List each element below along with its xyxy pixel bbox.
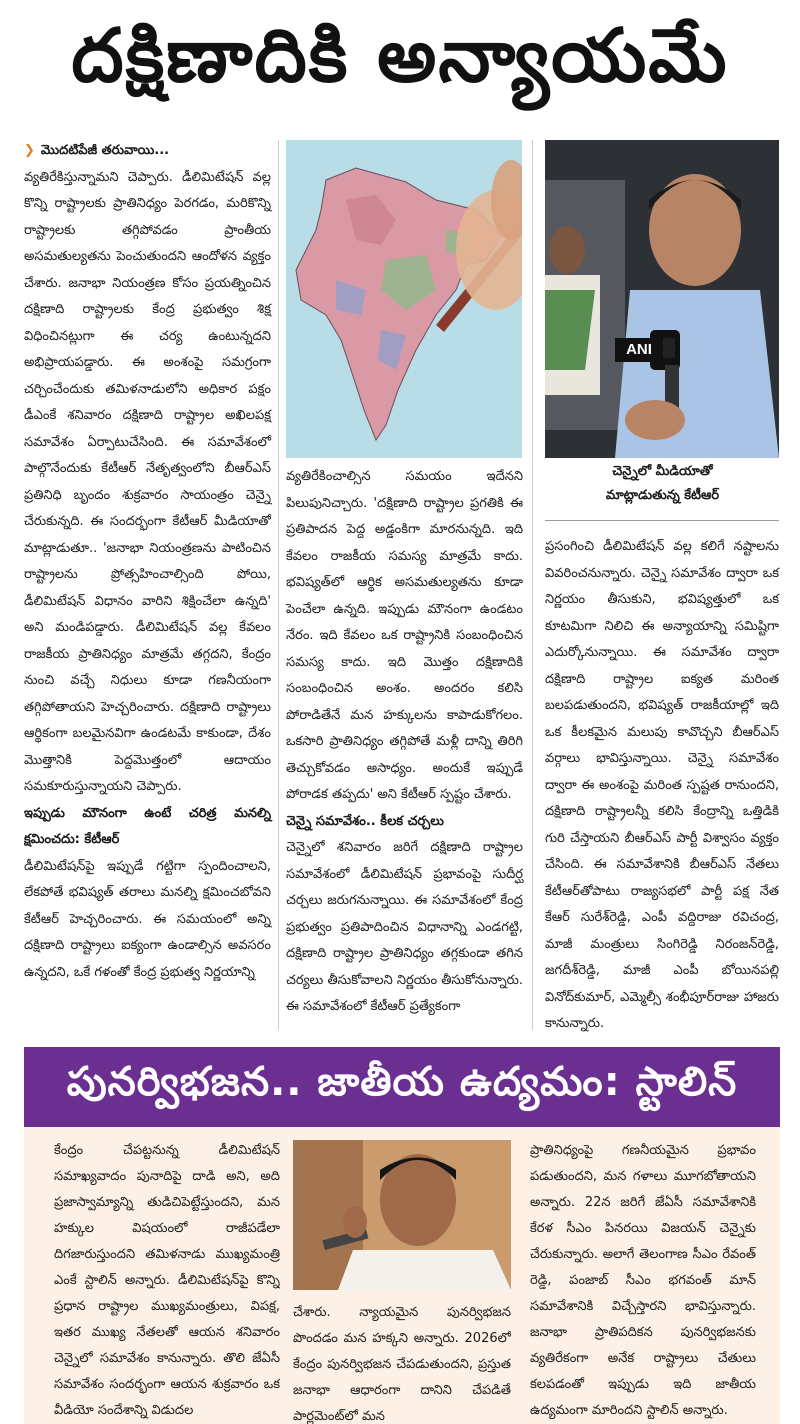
article-body: ప్రసంగించి డీలిమిటేషన్ వల్ల కలిగే నష్టాలను వివరించనున్నారు. చెన్నై సమావేశం ద్వారా ఒక నిర్ణయం తీసుకుని, భవిష్యత్తులో ఒక కూటమిగా నిలిచి ఈ అన్యాయాన్ని సమిష్టిగా ఎదుర్కోనున్నాయి. ఈ సమావేశం ద్వారా దక్షిణాది రాష్ట్రాల ఐక్యత మరింత బలపడుతుందని, భవిష్యత్ రాజకీయాల్లో ఇది ఒక కీలకమైన మలుపు కావొచ్చని బీఆర్ఎస్ వర్గాలు భావిస్తున్నాయి. చెన్నై సమావేశం ద్వారా ఈ అంశంపై మరింత స్పష్టత రానుందని, దక్షిణాది రాష్ట్రాలన్నీ కలిసి కేంద్రాన్ని ఒత్తిడికి గురి చేస్తాయని బీఆర్ఎస్ పార్టీ విశ్వాసం వ్యక్తం చేసింది. ఈ సమావేశానికి బీఆర్ఎస్ నేతలు కేటీఆర్‌తోపాటు రాజ్యసభలో పార్టీ పక్ష నేత కేఆర్ సురేశ్‌రెడ్డి, ఎంపీ వద్దిరాజు రవిచంద్ర, మాజీ మంత్రులు సింగిరెడ్డి నిరంజన్‌రెడ్డి, జగదీశ్‌రెడ్డి, మాజీ ఎంపీ బోయినపల్లి వినోద్‌కుమార్, ఎమ్మెల్సీ శంభీపూర్‌రాజు హాజరు కానున్నారు. [545, 539, 779, 1031]
mic-label: ANI [615, 338, 663, 362]
article-body: వ్యతిరేకించాల్సిన సమయం ఇదేనని పిలుపునిచ్చారు. 'దక్షిణాది రాష్ట్రాల ప్రగతికి ఈ ప్రతిపాదన పెద్ద అడ్డంకిగా మారనున్నది. ఇది కేవలం రాజకీయ సమస్య మాత్రమే కాదు. భవిష్యత్‌లో ఆర్థిక అసమతుల్యతను కూడా పెంచేలా ఉన్నది. ఇప్పుడు మౌనంగా ఉండటం నేరం. ఇది కేవలం ఒక రాష్ట్రానికి సంబంధించిన సమస్య కాదు. ఇది మొత్తం దక్షిణాదికి సంబంధించిన అంశం. అందరం కలిసి పోరాడితేనే మన హక్కులను కాపాడుకోగలం. ఒకసారి ప్రాతినిధ్యం తగ్గిపోతే మళ్లీ దాన్ని తిరిగి తెచ్చుకోవడం అసాధ్యం. అందుకే ఇప్పుడే పోరాడక తప్పదు' అని కేటీఆర్ స్పష్టం చేశారు. [286, 469, 523, 802]
stalin-column-1 [54, 1138, 280, 1424]
photo-caption: చెన్నైలో మీడియాతో మాట్లాడుతున్న కేటీఆర్ [605, 464, 720, 503]
article-body: ప్రాతినిధ్యంపై గణనీయమైన ప్రభావం పడుతుందని, మన గళాలు మూగబోతాయని అన్నారు. 22న జరిగే జేఏసీ సమావేశానికి కేరళ సీఎం పినరయి విజయన్ చెన్నైకు చేరుకున్నారు. అలాగే తెలంగాణ సీఎం రేవంత్ రెడ్డి, పంజాబ్ సీఎం భగవంత్ మాన్ సమావేశానికి విచ్చేస్తారని భావిస్తున్నారు. జనాభా ప్రాతిపదికన పునర్విభజనకు వ్యతిరేకంగా అనేక రాష్ట్రాలు చేతులు కలపడంతో ఇప్పుడు ఇది జాతీయ ఉద్యమంగా మారిందని స్టాలిన్ అన్నారు. [530, 1143, 756, 1418]
stalin-photo [293, 1140, 511, 1290]
column-1 [24, 138, 271, 1028]
column-3 [545, 534, 779, 1034]
section-banner: పునర్విభజన.. జాతీయ ఉద్యమం: స్టాలిన్ [24, 1047, 780, 1127]
column-divider [278, 140, 279, 1030]
stalin-column-3 [530, 1138, 756, 1424]
india-map-image [286, 140, 522, 458]
article-body: కేంద్రం చేపట్టనున్న డీలిమిటేషన్ సమాఖ్యవాదం పునాదిపై దాడి అని, అది ప్రజాస్వామ్యాన్ని తుడిచిపెట్టేస్తుందని, మన హక్కుల విషయంలో రాజీపడేలా దిగజారుస్తుందని తమిళనాడు ముఖ్యమంత్రి ఎంకే స్టాలిన్ అన్నారు. డీలిమిటేషన్‌పై కొన్ని ప్రధాన రాష్ట్రాల ముఖ్యమంత్రులు, విపక్ష, ఇతర ముఖ్య నేతలతో ఆయన శనివారం చెన్నైలో సమావేశం కానున్నారు. తొలి జేఏసీ సమావేశం సందర్భంగా ఆయన శుక్రవారం ఒక వీడియో సందేశాన్ని విడుదల [54, 1143, 280, 1418]
subhead: ఇప్పుడు మౌనంగా ఉంటే చరిత్ర మనల్ని క్షమించదు: కేటీఆర్ [24, 805, 271, 847]
kicker-text: మొదటిపేజీ తరువాయి... [40, 143, 170, 158]
subhead: చెన్నై సమావేశం.. కీలక చర్చలు [286, 813, 444, 829]
stalin-column-2 [293, 1300, 511, 1424]
kicker [24, 138, 271, 165]
article-body: చేశారు. న్యాయమైన పునర్విభజన పొందడం మన హక్కని అన్నారు. 2026లో కేంద్రం పునర్విభజన చేపడుతుందని, ప్రస్తుత జనాభా ఆధారంగా దానిని చేపడితే పార్లమెంట్‌లో మన [293, 1305, 511, 1424]
article-body: డీలిమిటేషన్‌పై ఇప్పుడే గట్టిగా స్పందించాలని, లేకపోతే భవిష్యత్ తరాలు మనల్ని క్షమించబోవని కేటీఆర్ హెచ్చరించారు. ఈ సమయంలో అన్ని దక్షిణాది రాష్ట్రాలు ఐక్యంగా ఉండాల్సిన అవసరం ఉన్నదని, ఒకే గళంతో కేంద్ర ప్రభుత్వ నిర్ణయాన్ని [24, 858, 271, 980]
headline: దక్షిణాదికి అన్యాయమే [71, 13, 729, 99]
column-divider [532, 140, 533, 1030]
caption-divider [545, 520, 779, 521]
article-body: చెన్నైలో శనివారం జరిగే దక్షిణాది రాష్ట్రాల సమావేశంలో డీలిమిటేషన్ ప్రభావంపై సుదీర్ఘ చర్చలు జరుగనున్నాయి. ఈ సమావేశంలో కేంద్ర ప్రభుత్వం ప్రతిపాదించిన విధానాన్ని ఎండగట్టి, దక్షిణాది రాష్ట్రాల ప్రాతినిధ్యం తగ్గకుండా తగిన చర్యలు తీసుకోవాలని నిర్ణయం తీసుకోనున్నారు. ఈ సమావేశంలో కేటీఆర్ ప్రత్యేకంగా [286, 840, 523, 1014]
chevron-right-icon: ❯ [24, 143, 35, 158]
column-2 [286, 464, 523, 1034]
article-body: వ్యతిరేకిస్తున్నామని చెప్పారు. డీలిమిటేషన్ వల్ల కొన్ని రాష్ట్రాలకు ప్రాతినిధ్యం పెరగడం, మరికొన్ని రాష్ట్రాలకు తగ్గిపోవడం ప్రాంతీయ అసమతుల్యతను పెంచుతుందని ఆందోళన వ్యక్తం చేశారు. జనాభా నియంత్రణ కోసం ప్రయత్నించిన దక్షిణాది రాష్ట్రాలకు కేంద్ర ప్రభుత్వం శిక్ష విధించినట్లుగా ఈ చర్య ఉంటున్నదని అభిప్రాయపడ్డారు. ఈ అంశంపై సమగ్రంగా చర్చించేందుకు తమిళనాడులోని అధికార పక్షం డీఎంకే శనివారం దక్షిణాది రాష్ట్రాల అఖిలపక్ష సమావేశం ఏర్పాటుచేసింది. ఈ సమావేశంలో పాల్గొనేందుకు కేటీఆర్ నేతృత్వంలోని బీఆర్ఎస్ ప్రతినిధి బృందం శుక్రవారం సాయంత్రం చెన్నై చేరుకున్నది. ఈ సందర్భంగా కేటీఆర్ మీడియాతో మాట్లాడుతూ.. 'జనాభా నియంత్రణను పాటించిన రాష్ట్రాలను ప్రోత్సహించాల్సింది పోయి, డీలిమిటేషన్ విధానం వారిని శిక్షించేలా ఉన్నది' అని మండిపడ్డారు. డీలిమిటేషన్ వల్ల కేవలం రాజకీయ ప్రాతినిధ్యం మాత్రమే తగ్గదని, కేంద్రం నుంచి వచ్చే నిధులు కూడా గణనీయంగా తగ్గిపోతాయని హెచ్చరించారు. దక్షిణాది రాష్ట్రాలు ఆర్థికంగా బలమైనవిగా ఉండటమే కాకుండా, దేశం మొత్తానికి పెద్దమొత్తంలో ఆదాయం సమకూరుస్తున్నాయని చెప్పారు. [24, 169, 271, 794]
ktr-photo [545, 140, 779, 458]
